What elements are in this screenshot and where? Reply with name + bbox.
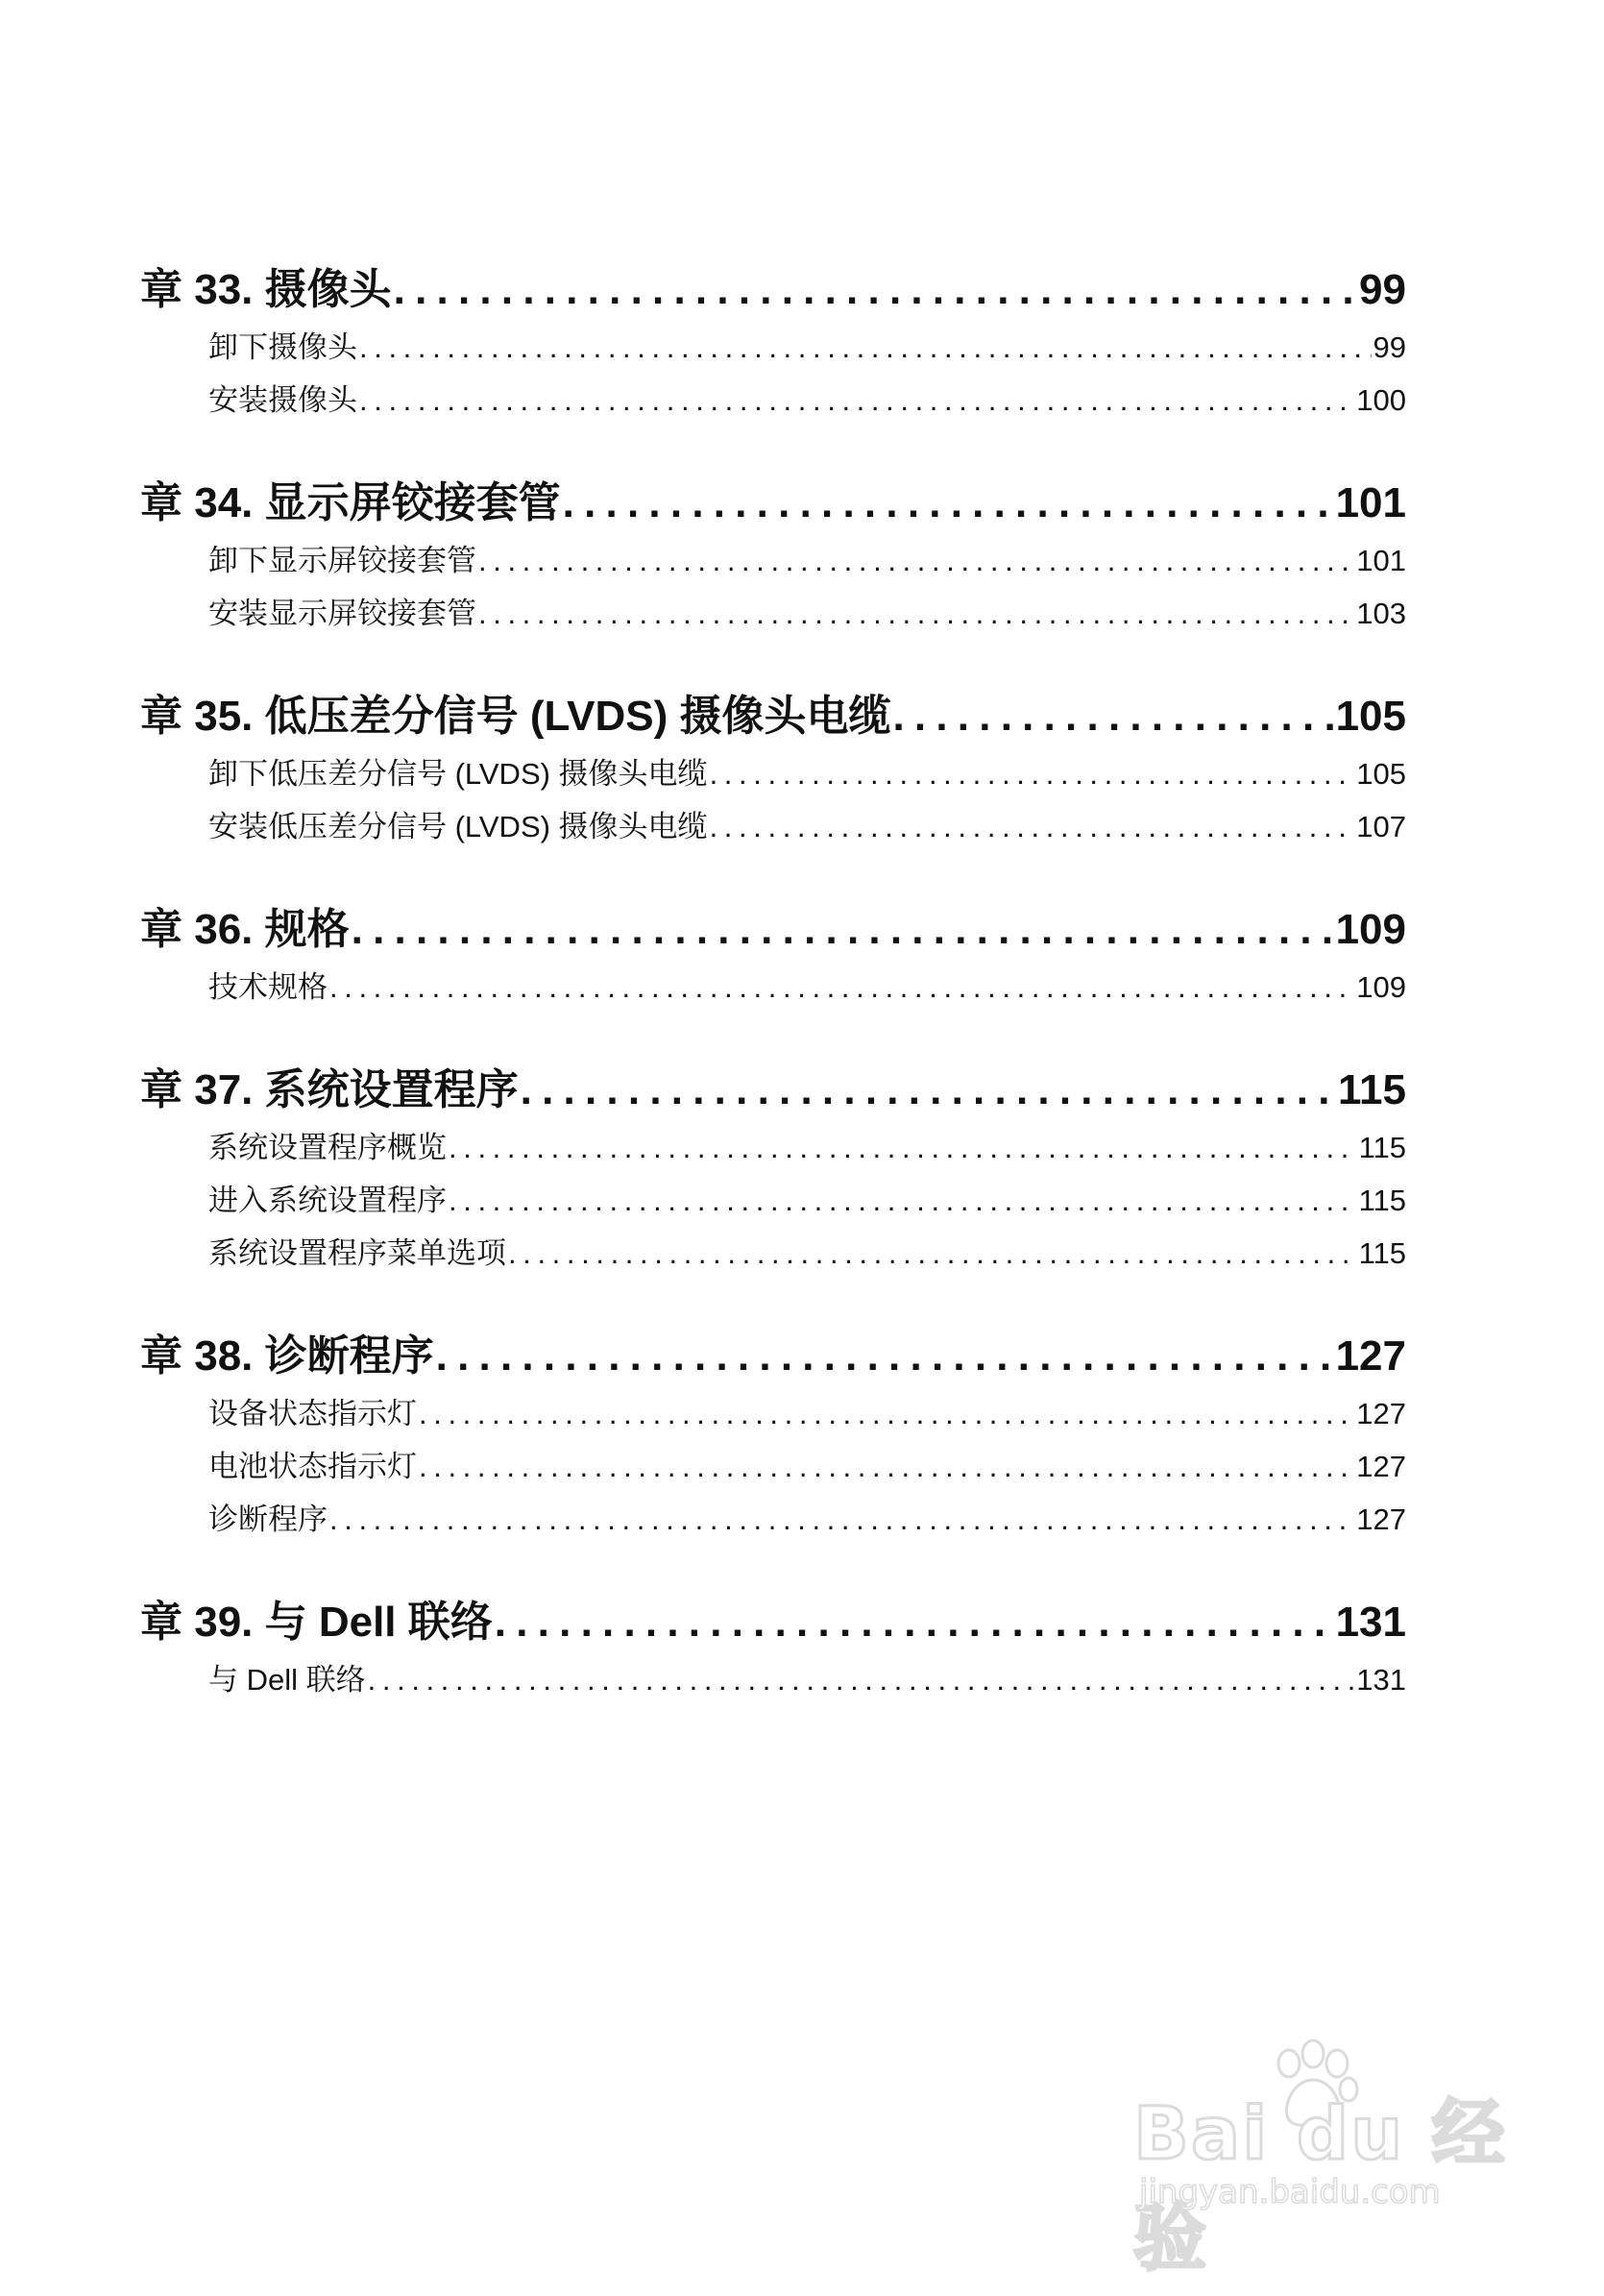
page-number: 115 [1338, 1066, 1406, 1113]
page-number: 131 [1356, 1663, 1406, 1697]
watermark-brand: Bai du 经验 [1133, 2090, 1507, 2281]
chapter-34 [140, 473, 1406, 640]
chapter-heading[interactable] [140, 686, 1406, 747]
dot-leader [710, 800, 1355, 853]
baidu-jingyan-watermark [1133, 2037, 1518, 2281]
chapter-title: 章 34. 显示屏铰接套管 [140, 479, 561, 526]
toc-entry[interactable] [140, 1493, 1406, 1546]
toc-entry[interactable] [140, 1653, 1406, 1706]
page-number: 105 [1335, 693, 1406, 740]
entry-title: 卸下低压差分信号 (LVDS) 摄像头电缆 [208, 757, 708, 791]
entry-title: 卸下摄像头 [208, 330, 357, 364]
dot-leader [892, 686, 1333, 747]
toc-entry[interactable] [140, 800, 1406, 853]
chapter-39 [140, 1592, 1406, 1706]
dot-leader [436, 1326, 1334, 1387]
dot-leader [359, 321, 1372, 374]
chapter-heading[interactable] [140, 899, 1406, 961]
page-number: 99 [1373, 330, 1406, 364]
page-number: 107 [1356, 810, 1406, 843]
page-number: 127 [1335, 1332, 1406, 1380]
dot-leader [495, 1592, 1334, 1653]
toc-entry[interactable] [140, 587, 1406, 640]
chapter-heading[interactable] [140, 473, 1406, 534]
entry-title: 安装摄像头 [208, 383, 357, 417]
page-number: 127 [1356, 1397, 1406, 1430]
dot-leader [329, 1493, 1354, 1546]
dot-leader [478, 587, 1354, 640]
chapter-title: 章 39. 与 Dell 联络 [140, 1599, 493, 1646]
entry-title: 与 Dell 联络 [208, 1663, 366, 1697]
dot-leader [352, 899, 1334, 961]
toc-entry[interactable] [140, 534, 1406, 587]
page-number: 127 [1356, 1450, 1406, 1483]
page-number: 115 [1358, 1236, 1406, 1270]
dot-leader [449, 1174, 1357, 1227]
page-number: 131 [1335, 1599, 1406, 1646]
entry-title: 卸下显示屏铰接套管 [208, 544, 476, 577]
chapter-38 [140, 1326, 1406, 1546]
entry-title: 安装低压差分信号 (LVDS) 摄像头电缆 [208, 810, 708, 843]
entry-title: 进入系统设置程序 [208, 1184, 447, 1217]
dot-leader [359, 374, 1354, 427]
page-number: 103 [1356, 597, 1406, 630]
dot-leader [329, 961, 1354, 1014]
chapter-title: 章 33. 摄像头 [140, 266, 392, 313]
page-number: 127 [1356, 1502, 1406, 1536]
toc-entry[interactable] [140, 1440, 1406, 1493]
dot-leader [710, 747, 1355, 800]
toc-entry[interactable] [140, 1387, 1406, 1440]
chapter-title: 章 37. 系统设置程序 [140, 1066, 519, 1113]
entry-title: 技术规格 [208, 970, 328, 1004]
chapter-title: 章 36. 规格 [140, 906, 350, 953]
entry-title: 系统设置程序菜单选项 [208, 1236, 506, 1270]
entry-title: 设备状态指示灯 [208, 1397, 417, 1430]
dot-leader [394, 259, 1357, 321]
chapter-heading[interactable] [140, 259, 1406, 321]
page-number: 99 [1359, 266, 1406, 313]
toc-entry[interactable] [140, 1227, 1406, 1280]
page-number: 109 [1335, 906, 1406, 953]
chapter-heading[interactable] [140, 1326, 1406, 1387]
chapter-37 [140, 1060, 1406, 1280]
dot-leader [449, 1121, 1357, 1174]
entry-title: 电池状态指示灯 [208, 1450, 417, 1483]
toc-entry[interactable] [140, 1174, 1406, 1227]
dot-leader [419, 1387, 1354, 1440]
chapter-title: 章 35. 低压差分信号 (LVDS) 摄像头电缆 [140, 693, 891, 740]
toc-entry[interactable] [140, 374, 1406, 427]
dot-leader [478, 534, 1354, 587]
entry-title: 安装显示屏铰接套管 [208, 597, 476, 630]
page-number: 115 [1358, 1131, 1406, 1164]
page-number: 100 [1356, 383, 1406, 417]
entry-title: 诊断程序 [208, 1502, 328, 1536]
toc-entry[interactable] [140, 747, 1406, 800]
toc-entry[interactable] [140, 961, 1406, 1014]
chapter-heading[interactable] [140, 1592, 1406, 1653]
watermark-url: jingyan.baidu.com [1139, 2173, 1441, 2211]
page-number: 101 [1356, 544, 1406, 577]
chapter-33 [140, 259, 1406, 427]
dot-leader [419, 1440, 1354, 1493]
dot-leader [563, 473, 1334, 534]
toc-entry[interactable] [140, 1121, 1406, 1174]
chapter-36 [140, 899, 1406, 1014]
chapter-35 [140, 686, 1406, 853]
toc-entry[interactable] [140, 321, 1406, 374]
dot-leader [368, 1653, 1355, 1706]
entry-title: 系统设置程序概览 [208, 1131, 447, 1164]
dot-leader [508, 1227, 1357, 1280]
page-number: 109 [1356, 970, 1406, 1004]
page-number: 115 [1358, 1184, 1406, 1217]
page-number: 101 [1335, 479, 1406, 526]
dot-leader [521, 1060, 1336, 1121]
chapter-title: 章 38. 诊断程序 [140, 1332, 434, 1380]
table-of-contents [140, 259, 1406, 1752]
page-number: 105 [1356, 757, 1406, 791]
chapter-heading[interactable] [140, 1060, 1406, 1121]
